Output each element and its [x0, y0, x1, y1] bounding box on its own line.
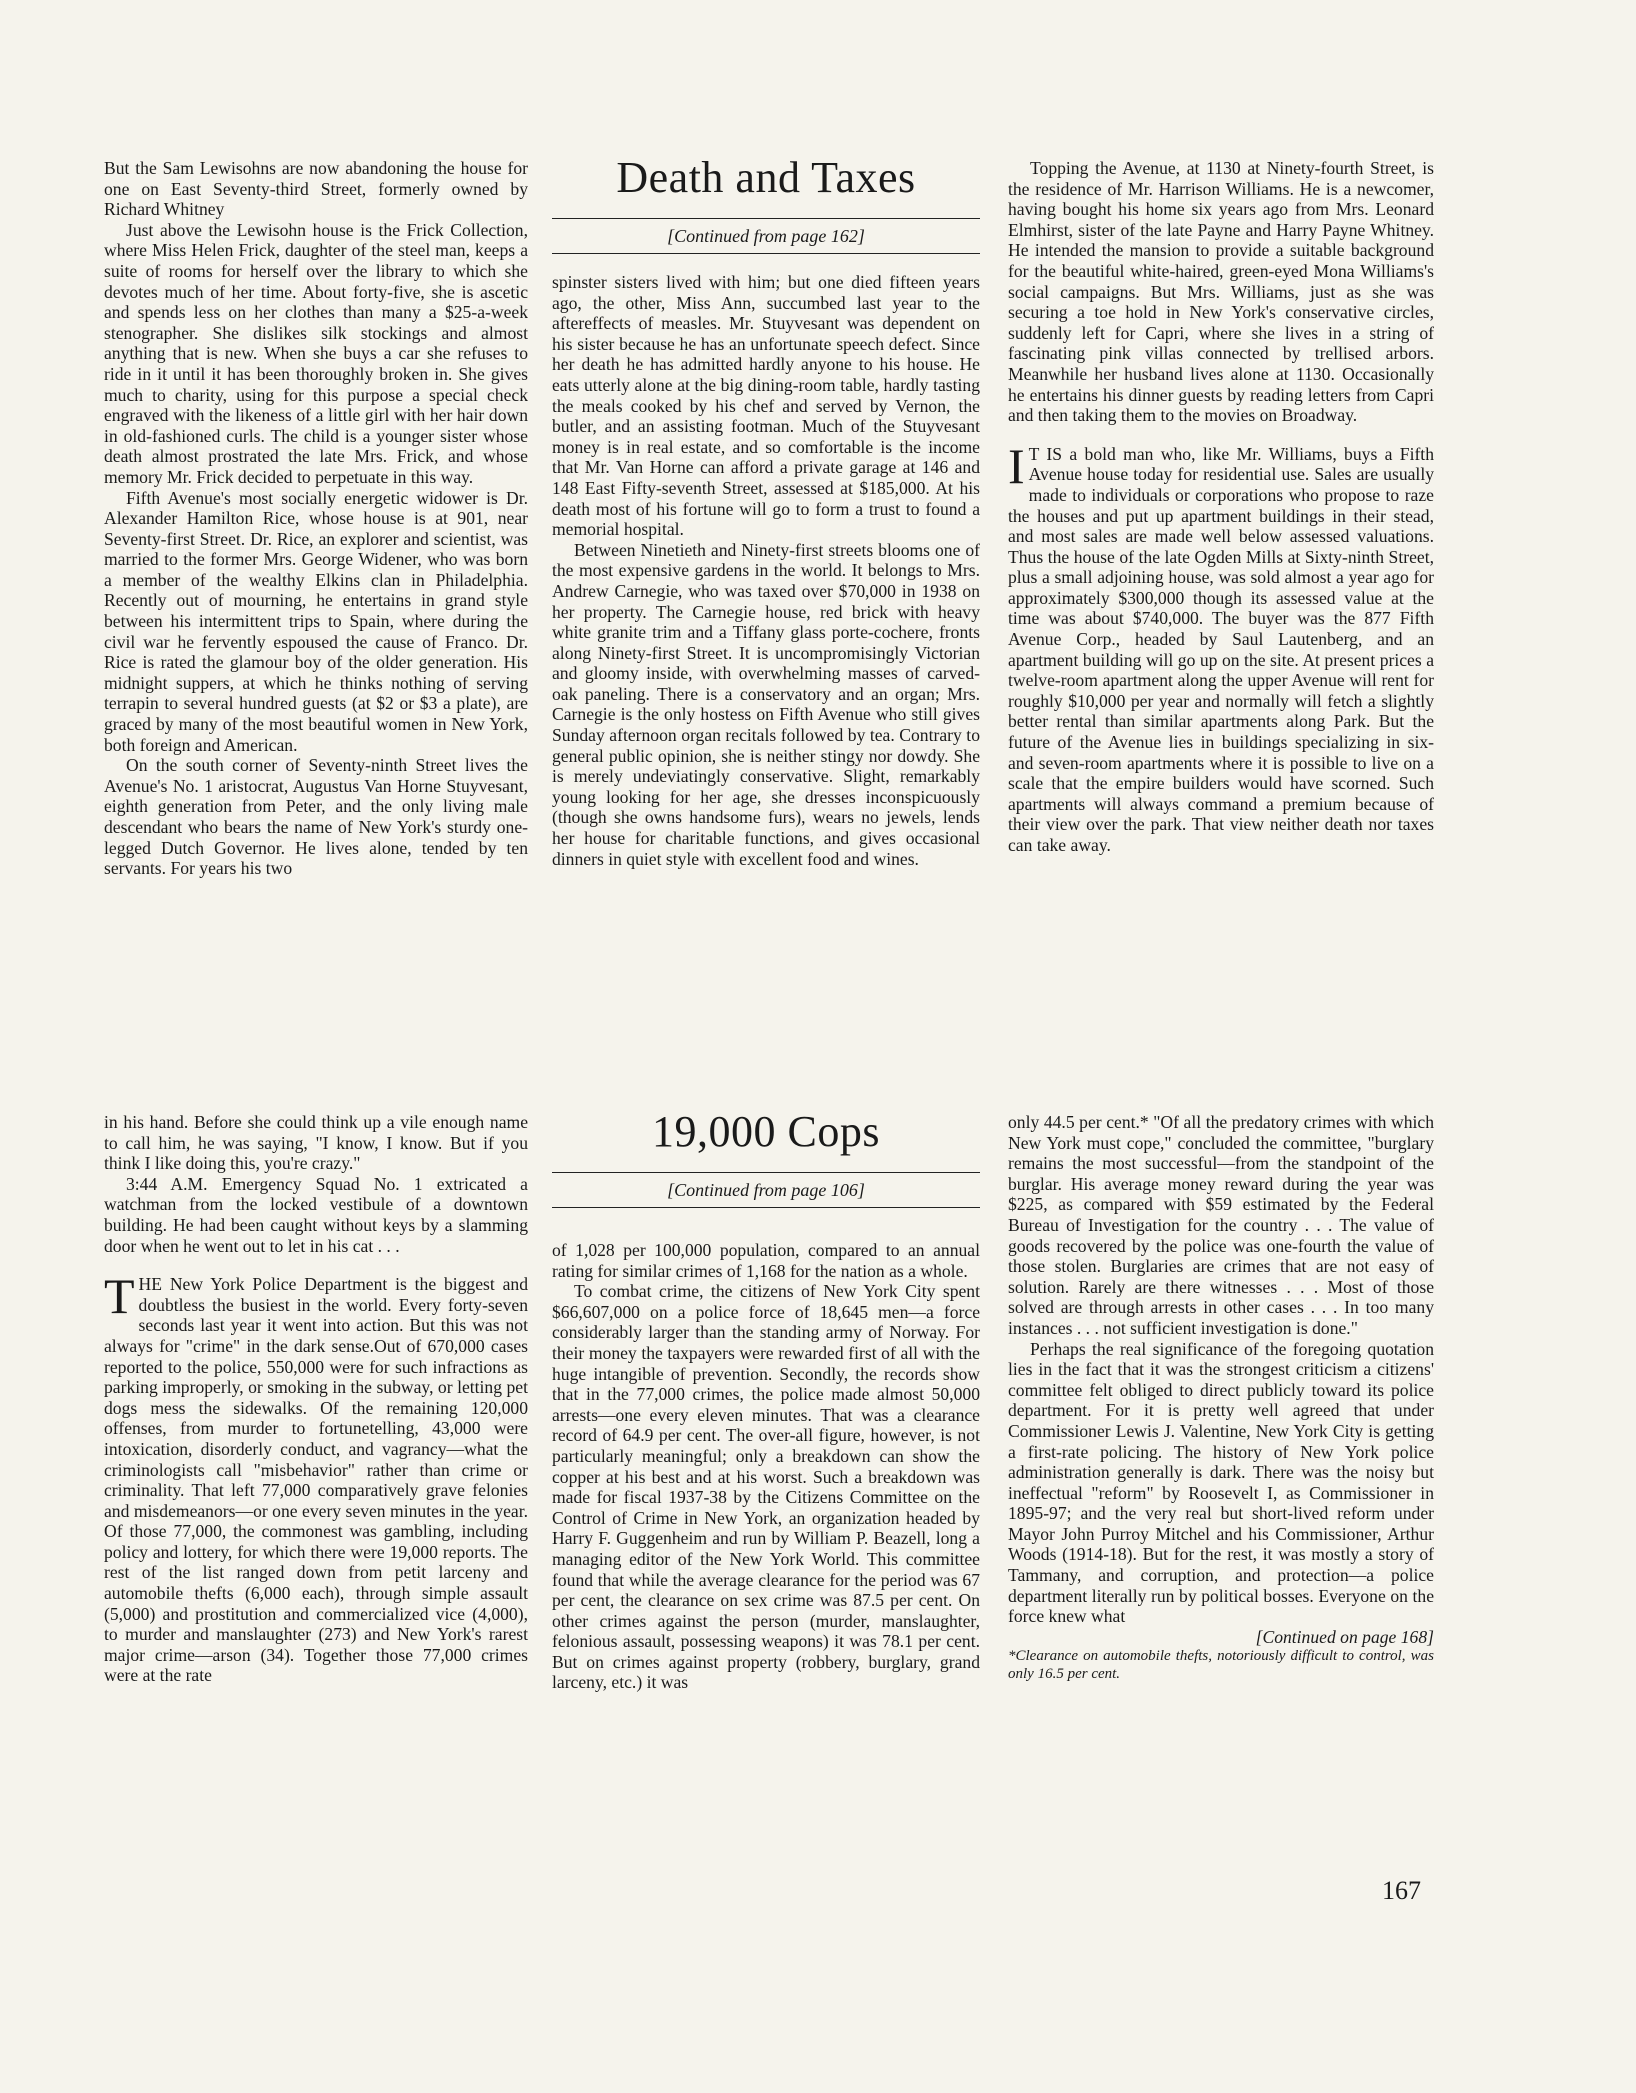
paragraph: Between Ninetieth and Ninety-first streets blooms one of the most expensive gardens in the world. It belongs to Mrs. Andrew Carnegie, who was taxed over $70,000 in 1938 on her property. The Carnegie house, red brick with heavy white granite trim and a Tiffany glass porte-cochere, fronts along Ninety-first Street. It is uncompromisingly Victorian and gloomy inside, with overwhelming masses of carved-oak paneling. There is a conservatory and an organ; Mrs. Carnegie is the only hostess on Fifth Avenue who still gives Sunday afternoon organ recitals followed by tea. Contrary to general public opinion, she is neither stingy nor dowdy. She is merely undeviatingly conservative. Slight, remarkably young looking for her age, she dresses inconspicuously (though she owns handsome furs), wears no jewels, lends her house for charitable functions, and gives occasional dinners in quiet style with excellent food and wines. [552, 539, 980, 869]
paragraph: of 1,028 per 100,000 population, compared to an annual rating for similar crimes of 1,168 for the nation as a whole. [552, 1240, 980, 1281]
paragraph: 3:44 A.M. Emergency Squad No. 1 extricated a watchman from the locked vestibule of a downtown building. He had been caught without keys by a slamming door when he went out to let in his cat . . . [104, 1173, 528, 1256]
article-heading-19000-cops [552, 1106, 980, 1208]
article-heading-death-and-taxes [552, 152, 980, 254]
footnote: *Clearance on automobile thefts, notoriously difficult to control, was only 16.5 per cent. [1008, 1648, 1434, 1683]
bottom-left-column [104, 1112, 528, 1832]
paragraph: THE New York Police Department is the biggest and doubtless the busiest in the world. Every forty-seven seconds last year it went into action. But this was not always for "crime" in the dark sense.Out of 670,000 cases reported to the police, 550,000 were for such infractions as parking improperly, or smoking in the subway, or letting pet dogs mess the sidewalks. Of the remaining 120,000 offenses, from murder to fortunetelling, 43,000 were intoxication, disorderly conduct, and vagrancy—what the criminologists call "misbehavior" rather than crime or criminality. That left 77,000 comparatively grave felonies and misdemeanors—or one every seven minutes in the year. Of those 77,000, the commonest was gambling, including policy and lottery, for which there were 19,000 reports. The rest of the list ranged down from petit larceny and automobile thefts (6,000 each), through simple assault (5,000) and prostitution and commercialized vice (4,000), to murder and manslaughter (273) and New York's rarest major crime—arson (34). Together those 77,000 crimes were at the rate [104, 1268, 528, 1686]
continued-on-note: [Continued on page 168] [1255, 1626, 1434, 1647]
page-number: 167 [1382, 1876, 1421, 1905]
divider [552, 1207, 980, 1208]
paragraph: spinster sisters lived with him; but one died fifteen years ago, the other, Miss Ann, succumbed last year to the aftereffects of measles. Mr. Stuyvesant was dependent on his sister because he has an unfortunate speech defect. Since her death he has admitted hardly anyone to his house. He eats utterly alone at the big dining-room table, hardly tasting the meals cooked by his chef and served by Vernon, the butler, and an assisting footman. Much of the Stuyvesant money is in real estate, and so comfortable is the income that Mr. Van Horne can afford a private garage at 146 and 148 East Fifty-seventh Street, assessed at $185,000. At his death most of his fortune will go to form a trust to found a memorial hospital. [552, 272, 980, 540]
paragraph: Just above the Lewisohn house is the Frick Collection, where Miss Helen Frick, daughter of the steel man, keeps a suite of rooms for herself over the library to which she devotes much of her time. About forty-five, she is ascetic and spends less on her clothes than many a $25-a-week stenographer. She dislikes silk stockings and almost anything that is new. When she buys a car she refuses to ride in it until it has been thoroughly broken in. She gives much to charity, using for this purpose a special check engraved with the likeness of a little girl with her hair down in old-fashioned curls. The child is a younger sister whose death almost prostrated the late Mrs. Frick, and whose memory Mr. Frick decided to perpetuate in this way. [104, 219, 528, 487]
top-left-column [104, 158, 528, 1058]
paragraph: IT IS a bold man who, like Mr. Williams, buys a Fifth Avenue house today for residential use. Sales are usually made to individuals or corporations who propose to raze the houses and put up apartment buildings in their stead, and most sales are made well below assessed valuations. Thus the house of the late Ogden Mills at Sixty-ninth Street, plus a small adjoining house, was sold almost a year ago for approximately $300,000 though its assessed value at the time was about $740,000. The buyer was the 877 Fifth Avenue Corp., headed by Saul Lautenberg, and an apartment building will go up on the site. At present prices a twelve-room apartment along the upper Avenue will rent for roughly $10,000 per year and normally will fetch a slightly better rental than similar apartments along Park. But the future of the Avenue lies in buildings specializing in six- and seven-room apartments where it is possible to live on a scale that the empire builders would have scorned. Such apartments will always command a premium because of their view over the park. That view neither death nor taxes can take away. [1008, 437, 1434, 855]
bottom-middle-column [552, 1240, 980, 1840]
article-title: 19,000 Cops [652, 1107, 880, 1156]
article-title: Death and Taxes [616, 153, 916, 202]
paragraph: Fifth Avenue's most socially energetic widower is Dr. Alexander Hamilton Rice, whose house is at 901, near Seventy-first Street. Dr. Rice, an explorer and scientist, was married to the former Mrs. George Widener, who was born a member of the wealthy Elkins clan in Philadelphia. Recently out of mourning, he entertains in grand style between his intermittent trips to Spain, where during the civil war he fervently espoused the cause of Franco. Dr. Rice is rated the glamour boy of the older generation. His midnight suppers, at which he thinks nothing of serving terrapin to several hundred guests (at $2 or $3 a plate), are graced by many of the most beautiful women in New York, both foreign and American. [104, 487, 528, 755]
paragraph: Topping the Avenue, at 1130 at Ninety-fourth Street, is the residence of Mr. Harrison Williams. He is a newcomer, having bought his home six years ago from Mrs. Leonard Elmhirst, sister of the late Payne and Harry Payne Whitney. He intended the mansion to provide a suitable background for the beautiful white-haired, green-eyed Mona Williams's social campaigns. But Mrs. Williams, just as she was securing a toe hold in New York's conservative circles, suddenly left for Capri, where she lives in a string of fascinating pink villas connected by trellised arbors. Meanwhile her husband lives alone at 1130. Occasionally he entertains his dinner guests by reading letters from Capri and then taking them to the movies on Broadway. [1008, 158, 1434, 426]
divider [552, 253, 980, 254]
top-middle-column [552, 272, 980, 1062]
continued-from-note: [Continued from page 106] [667, 1180, 865, 1200]
paragraph: Perhaps the real significance of the foregoing quotation lies in the fact that it was the strongest criticism a citizens' committee felt obliged to direct publicly toward its police department. For it is pretty well agreed that under Commissioner Lewis J. Valentine, New York City is getting a first-rate policing. The history of New York police administration generally is dark. There was the noisy but ineffectual "reform" by Roosevelt I, as Commissioner in 1895-97; and the very real but short-lived reform under Mayor John Purroy Mitchel and his Commissioner, Arthur Woods (1914-18). But for the rest, it was mostly a story of Tammany, and corruption, and protection—a police department literally run by political bosses. Everyone on the force knew what [1008, 1338, 1434, 1627]
paragraph: On the south corner of Seventy-ninth Street lives the Avenue's No. 1 aristocrat, Augustus Van Horne Stuyvesant, eighth generation from Peter, and the only living male descendant who bears the name of New York's sturdy one-legged Dutch Governor. He lives alone, tended by ten servants. For years his two [104, 755, 528, 879]
paragraph: only 44.5 per cent.* "Of all the predatory crimes with which New York must cope," concluded the committee, "burglary remains the most successful—from the standpoint of the burglar. His average money reward during the year was $225, as compared with $59 estimated by the Federal Bureau of Investigation for the country . . . The value of goods recovered by the police was one-fourth the value of those stolen. Burglaries are crimes that are not easy of solution. Rarely are there witnesses . . . Most of those solved are through arrests in other cases . . . In too many instances . . . not sufficient investigation is done." [1008, 1112, 1434, 1338]
paragraph: in his hand. Before she could think up a vile enough name to call him, he was saying, "I know, I know. But if you think I like doing this, you're crazy." [104, 1112, 528, 1174]
paragraph: But the Sam Lewisohns are now abandoning the house for one on East Seventy-third Street, formerly owned by Richard Whitney [104, 158, 528, 220]
paragraph: To combat crime, the citizens of New York City spent $66,607,000 on a police force of 18,645 men—a force considerably larger than the standing army of Norway. For their money the taxpayers were rewarded first of all with the huge intangible of prevention. Secondly, the records show that in the 77,000 crimes, the police made almost 50,000 arrests—one every eleven minutes. That was a clearance record of 64.9 per cent. The over-all figure, however, is not particularly meaningful; only a breakdown can show the copper at his best and at his worst. Such a breakdown was made for fiscal 1937-38 by the Citizens Committee on the Control of Crime in New York, an organization headed by Harry F. Guggenheim and run by William P. Beazell, long a managing editor of the New York World. This committee found that while the average clearance for the period was 67 per cent, the clearance on sex crime was 87.5 per cent. On other crimes against the person (murder, manslaughter, felonious assault, possessing weapons) it was 78.1 per cent. But on crimes against property (robbery, burglary, grand larceny, etc.) it was [552, 1281, 980, 1693]
top-right-column [1008, 158, 1434, 1064]
bottom-right-column [1008, 1112, 1434, 1852]
continued-from-note: [Continued from page 162] [667, 226, 865, 246]
